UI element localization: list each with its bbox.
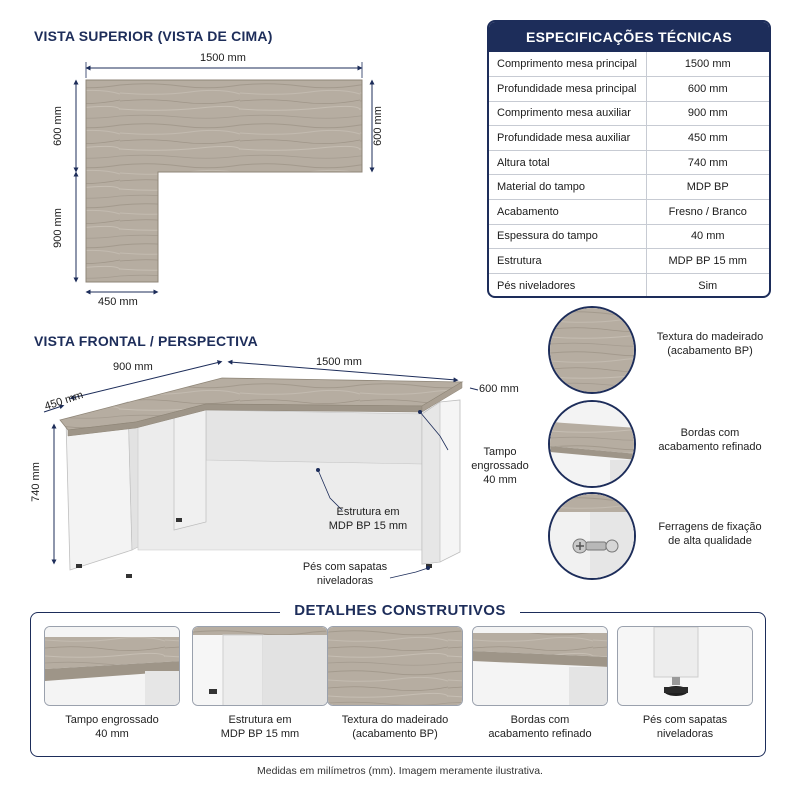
top-view-title: VISTA SUPERIOR (VISTA DE CIMA) bbox=[34, 28, 273, 44]
feet-image bbox=[618, 627, 753, 706]
detail-card-wood-texture bbox=[327, 626, 463, 706]
spec-row bbox=[489, 52, 769, 77]
spec-label: Estrutura bbox=[489, 249, 646, 274]
detail-caption-edge: Bordas com acabamento refinado bbox=[488, 714, 592, 740]
structure-image bbox=[193, 627, 328, 706]
dim-top-aux-depth: 450 mm bbox=[98, 296, 138, 308]
spec-value: Sim bbox=[698, 279, 718, 292]
spec-value: MDP BP 15 mm bbox=[646, 249, 769, 274]
spec-value: 40 mm bbox=[646, 224, 769, 249]
hardware-icon bbox=[550, 494, 636, 580]
spec-row bbox=[489, 126, 769, 151]
circle-edge-finish bbox=[548, 400, 636, 488]
dim-front-740: 740 mm bbox=[29, 462, 42, 502]
circle-caption-wood: Textura do madeirado (acabamento BP) bbox=[656, 331, 764, 357]
spec-row bbox=[489, 77, 769, 102]
spec-label: Material do tampo bbox=[489, 175, 646, 200]
circle-caption-edge: Bordas com acabamento refinado bbox=[658, 427, 762, 453]
spec-label: Comprimento mesa principal bbox=[489, 52, 646, 77]
edge-finish-icon bbox=[550, 402, 636, 488]
detail-card-thick-top bbox=[44, 626, 180, 706]
detail-caption-thick-top: Tampo engrossado 40 mm bbox=[65, 714, 159, 740]
wood-texture-image bbox=[328, 627, 463, 706]
detail-caption-feet: Pés com sapatas niveladoras bbox=[642, 714, 728, 740]
detail-card-feet bbox=[617, 626, 753, 706]
spec-row bbox=[489, 150, 769, 175]
spec-table bbox=[489, 52, 769, 298]
dim-top-length: 1500 mm bbox=[200, 52, 246, 64]
spec-row bbox=[489, 224, 769, 249]
spec-label: Profundidade mesa auxiliar bbox=[489, 126, 646, 151]
spec-row bbox=[489, 175, 769, 200]
spec-value: 900 mm bbox=[646, 101, 769, 126]
spec-row bbox=[489, 249, 769, 274]
dim-front-600: 600 mm bbox=[479, 383, 519, 395]
dim-top-depth-right: 600 mm bbox=[371, 106, 384, 146]
detail-caption-structure: Estrutura em MDP BP 15 mm bbox=[220, 714, 300, 740]
spec-value: 450 mm bbox=[646, 126, 769, 151]
spec-label: Comprimento mesa auxiliar bbox=[489, 101, 646, 126]
top-view-drawing bbox=[0, 0, 480, 320]
spec-label: Acabamento bbox=[489, 200, 646, 225]
edge-image bbox=[473, 627, 608, 706]
dim-top-aux-length: 900 mm bbox=[51, 208, 64, 248]
details-title: DETALHES CONSTRUTIVOS bbox=[280, 602, 520, 619]
spec-row bbox=[489, 273, 769, 298]
thick-top-image bbox=[45, 627, 180, 706]
spec-value: MDP BP bbox=[646, 175, 769, 200]
circle-hardware bbox=[548, 492, 636, 580]
spec-value: 600 mm bbox=[646, 77, 769, 102]
spec-label: Altura total bbox=[489, 150, 646, 175]
spec-value: 740 mm bbox=[646, 150, 769, 175]
circle-wood-texture bbox=[548, 306, 636, 394]
note-thick-top: Tampo engrossado 40 mm bbox=[471, 446, 529, 486]
spec-value: Fresno / Branco bbox=[646, 200, 769, 225]
dim-front-1500: 1500 mm bbox=[316, 356, 362, 368]
spec-label: Espessura do tampo bbox=[489, 224, 646, 249]
spec-table-title: ESPECIFICAÇÕES TÉCNICAS bbox=[489, 22, 769, 52]
circle-caption-hardware: Ferragens de fixação de alta qualidade bbox=[658, 521, 762, 547]
spec-label: Pés niveladores bbox=[489, 273, 646, 298]
spec-row bbox=[489, 200, 769, 225]
detail-card-structure bbox=[192, 626, 328, 706]
spec-row bbox=[489, 101, 769, 126]
dim-top-depth-left: 600 mm bbox=[51, 106, 64, 146]
front-view-title: VISTA FRONTAL / PERSPECTIVA bbox=[34, 333, 258, 349]
footer-note: Medidas em milímetros (mm). Imagem meramente ilustrativa. bbox=[257, 765, 543, 777]
spec-label: Profundidade mesa principal bbox=[489, 77, 646, 102]
dim-front-900: 900 mm bbox=[113, 361, 153, 373]
note-structure: Estrutura em MDP BP 15 mm bbox=[328, 506, 408, 532]
dim-front-450: 450 mm bbox=[43, 389, 85, 413]
spec-value: 1500 mm bbox=[646, 52, 769, 77]
detail-card-edge bbox=[472, 626, 608, 706]
detail-caption-wood: Textura do madeirado (acabamento BP) bbox=[341, 714, 449, 740]
note-feet: Pés com sapatas niveladoras bbox=[302, 561, 388, 587]
spec-table-panel bbox=[487, 20, 771, 298]
wood-texture-icon bbox=[550, 308, 636, 394]
